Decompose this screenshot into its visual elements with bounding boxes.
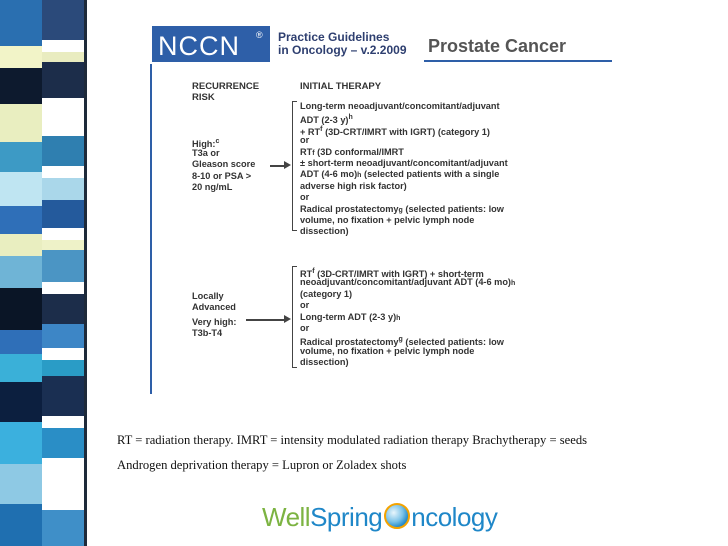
mosaic-tile: [0, 330, 42, 354]
therapy-line: volume, no fixation + pelvic lymph node: [300, 215, 475, 225]
high-risk-arrow-head: [284, 161, 291, 169]
therapy-line: or: [300, 192, 310, 203]
advanced-label: Advanced: [192, 302, 236, 313]
nccn-guideline-figure: [150, 24, 612, 390]
high-label-sup: c: [215, 138, 220, 145]
therapy-line: ± short-term neoadjuvant/concomitant/adjuvant: [300, 158, 508, 168]
mosaic-tile: [42, 136, 84, 166]
mosaic-tile: [0, 382, 42, 422]
therapy-line: RTf (3D conformal/IMRT: [300, 146, 404, 157]
high-risk-criterion: 20 ng/mL: [192, 182, 233, 193]
mosaic-tile: [0, 504, 42, 546]
initial-therapy-heading: INITIAL THERAPY: [300, 81, 382, 92]
mosaic-tile: [42, 200, 84, 228]
therapy-line: volume, no fixation + pelvic lymph node: [300, 345, 475, 356]
therapy-line: + $RT^f$ (3D-CRT/IMRT with IGRT) (category 1): [300, 125, 490, 137]
recurrence-risk-heading: [192, 81, 259, 103]
therapy-line: ADT (4-6 mo)h (selected patients with a single: [300, 169, 500, 180]
mosaic-tile: [0, 206, 42, 234]
therapy-line: Radical prostatectomyg (selected patients: low: [300, 203, 504, 214]
high-risk-criterion: T3a or: [192, 148, 220, 158]
mosaic-tile: [0, 422, 42, 464]
therapy-line: or: [300, 323, 310, 333]
mosaic-tile: [0, 104, 42, 142]
therapy-line: or: [300, 300, 310, 311]
high-risk-criterion: Gleason score: [192, 159, 256, 170]
footnote-androgen: Androgen deprivation therapy = Lupron or Zoladex shots: [117, 458, 407, 472]
advanced-label: Locally: [192, 291, 224, 301]
mosaic-tile: [0, 172, 42, 206]
figure-left-rule: [150, 64, 152, 394]
logo-orb-icon: [384, 503, 410, 529]
nccn-logo-box: [152, 26, 270, 62]
mosaic-tile: [42, 458, 84, 498]
advanced-arrow-line: [246, 319, 285, 321]
guideline-line-1: Practice Guidelines: [278, 30, 390, 44]
header-underline: [424, 60, 612, 62]
very-high-label: T3b-T4: [192, 328, 223, 339]
mosaic-tile: [0, 46, 42, 68]
therapy-line: adverse high risk factor): [300, 180, 407, 191]
nccn-header: [150, 24, 612, 64]
cancer-type-title: Prostate Cancer: [428, 36, 567, 56]
mosaic-tile: [42, 250, 84, 282]
mosaic-tile: [0, 464, 42, 504]
therapy-line: Long-term neoadjuvant/concomitant/adjuvant: [300, 101, 500, 111]
therapy-line: or: [300, 135, 310, 146]
very-high-label: Very high:: [192, 317, 237, 327]
footnote-definitions: RT = radiation therapy. IMRT = intensity modulated radiation therapy Brachytherapy = seeds: [117, 433, 588, 447]
high-label: High:: [192, 139, 216, 150]
mosaic-tile: [0, 234, 42, 256]
therapy-line: neoadjuvant/concomitant/adjuvant ADT (4-6 mo)h: [300, 277, 516, 288]
advanced-arrow-head: [284, 315, 291, 323]
mosaic-tile: [0, 0, 42, 46]
advanced-bracket: [292, 266, 297, 368]
therapy-line: dissection): [300, 357, 349, 368]
therapy-line: Radical prostatectomy$^g$ (selected patients: low: [300, 336, 504, 348]
mosaic-tile: [42, 510, 84, 546]
logo-spring: Spring: [310, 502, 383, 532]
high-risk-bracket: [292, 101, 297, 231]
mosaic-tile: [0, 354, 42, 382]
guideline-line-2: in Oncology – v.2.2009: [278, 43, 407, 57]
logo-ncology: ncology: [411, 502, 498, 532]
therapy-line: (category 1): [300, 288, 353, 299]
mosaic-tile: [0, 68, 42, 104]
mosaic-tile: [42, 376, 84, 416]
decorative-mosaic-strip: [0, 0, 88, 546]
mosaic-tile: [42, 62, 84, 98]
mosaic-tile: [42, 324, 84, 348]
guideline-title: [278, 31, 407, 57]
nccn-logo: NCCN: [158, 31, 240, 61]
mosaic-tile: [42, 0, 84, 40]
therapy-line: ADT (2-3 y)$^h$: [300, 114, 353, 126]
high-risk-criterion: 8-10 or PSA >: [192, 170, 252, 181]
risk-heading-line-2: RISK: [192, 92, 215, 103]
strip-divider: [84, 0, 87, 546]
mosaic-tile: [0, 256, 42, 288]
mosaic-tile: [0, 288, 42, 330]
registered-mark: ®: [256, 30, 263, 40]
mosaic-tile: [0, 142, 42, 172]
therapy-line: dissection): [300, 226, 349, 237]
wellspring-oncology-logo: [262, 502, 497, 536]
therapy-line: Long-term ADT (2-3 y)h: [300, 311, 401, 322]
high-risk-arrow-line: [270, 165, 285, 167]
therapy-line: $RT^f$ (3D-CRT/IMRT with IGRT) + short-term: [300, 268, 484, 280]
logo-well: Well: [262, 502, 311, 532]
risk-heading-line-1: RECURRENCE: [192, 81, 260, 92]
